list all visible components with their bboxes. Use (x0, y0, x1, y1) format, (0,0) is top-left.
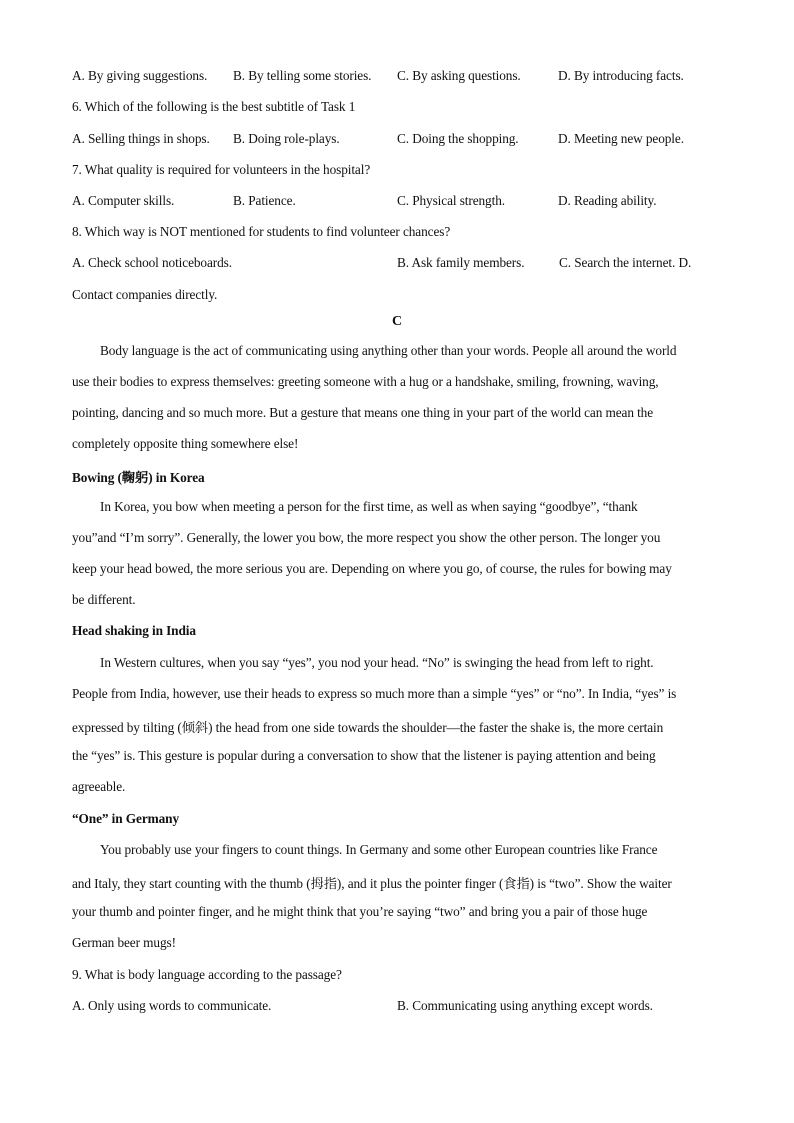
q8-option-a: A. Check school noticeboards. (72, 255, 232, 270)
q7-option-c: C. Physical strength. (397, 193, 505, 208)
p2-line-1: In Western cultures, when you say “yes”, you nod your head. “No” is swinging the head from left to right. (100, 655, 654, 670)
p2-line-5: agreeable. (72, 779, 126, 794)
intro-line-3: pointing, dancing and so much more. But a gesture that means one thing in your part of the world can mean the (72, 405, 654, 420)
p2-line-4: the “yes” is. This gesture is popular during a conversation to show that the listener is paying attention and being (72, 748, 656, 763)
q6-stem: 6. Which of the following is the best subtitle of Task 1 (72, 99, 356, 114)
q5-option-a: A. By giving suggestions. (72, 68, 208, 83)
section-title: C (391, 314, 402, 329)
q7-stem: 7. What quality is required for volunteers in the hospital? (72, 162, 371, 177)
p3-line-2: and Italy, they start counting with the thumb (拇指), and it plus the pointer finger (食指) is “two”. Show the waiter (72, 876, 672, 891)
p1-line-3: keep your head bowed, the more serious you are. Depending on where you go, of course, the rules for bowing may (72, 561, 672, 576)
p1-line-4: be different. (72, 592, 136, 607)
p1-line-2: you”and “I’m sorry”. Generally, the lower you bow, the more respect you show the other person. The longer you (72, 530, 661, 545)
q6-option-c: C. Doing the shopping. (397, 131, 519, 146)
q6-option-b: B. Doing role-plays. (233, 131, 340, 146)
q5-option-c: C. By asking questions. (397, 68, 521, 83)
heading-head-shaking-india: Head shaking in India (72, 623, 196, 638)
q5-option-b: B. By telling some stories. (233, 68, 372, 83)
p3-line-4: German beer mugs! (72, 935, 176, 950)
q8-option-b: B. Ask family members. (397, 255, 525, 270)
p3-line-1: You probably use your fingers to count things. In Germany and some other European countries like France (100, 842, 658, 857)
q8-stem: 8. Which way is NOT mentioned for students to find volunteer chances? (72, 224, 451, 239)
intro-line-4: completely opposite thing somewhere else! (72, 436, 299, 451)
heading-bowing-korea: Bowing (鞠躬) in Korea (72, 470, 205, 485)
p2-line-2: People from India, however, use their heads to express so much more than a simple “yes” or “no”. In India, “yes” is (72, 686, 677, 701)
q9-option-b: B. Communicating using anything except words. (397, 998, 653, 1013)
p1-line-1: In Korea, you bow when meeting a person for the first time, as well as when saying “goodbye”, “thank (100, 499, 638, 514)
p3-line-3: your thumb and pointer finger, and he might think that you’re saying “two” and bring you a pair of those huge (72, 904, 648, 919)
q7-option-a: A. Computer skills. (72, 193, 175, 208)
q7-option-d: D. Reading ability. (558, 193, 657, 208)
q7-option-b: B. Patience. (233, 193, 296, 208)
q5-option-d: D. By introducing facts. (558, 68, 684, 83)
q6-option-a: A. Selling things in shops. (72, 131, 210, 146)
intro-line-2: use their bodies to express themselves: greeting someone with a hug or a handshake, smiling, frowning, waving, (72, 374, 659, 389)
q9-option-a: A. Only using words to communicate. (72, 998, 272, 1013)
q6-option-d: D. Meeting new people. (558, 131, 684, 146)
p2-line-3: expressed by tilting (倾斜) the head from one side towards the shoulder—the faster the shake is, the more certain (72, 720, 664, 735)
q9-stem: 9. What is body language according to the passage? (72, 967, 342, 982)
q8-option-c: C. Search the internet. D. (559, 255, 692, 270)
q8-option-d: Contact companies directly. (72, 287, 218, 302)
intro-line-1: Body language is the act of communicating using anything other than your words. People all around the world (100, 343, 677, 358)
heading-one-germany: “One” in Germany (72, 811, 179, 826)
